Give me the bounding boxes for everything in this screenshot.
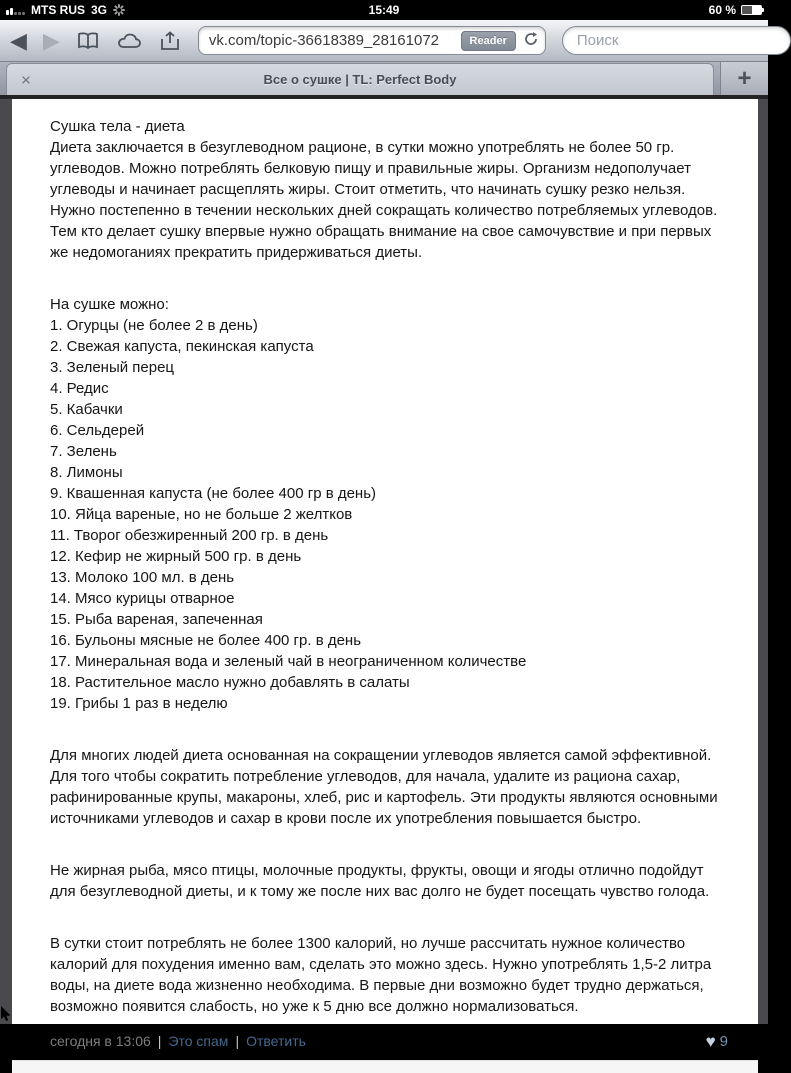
- post-footer: [50, 1031, 728, 1060]
- browser-toolbar: [0, 20, 768, 62]
- post-body: [12, 99, 758, 1060]
- search-input[interactable]: [562, 26, 791, 55]
- network-activity-spinner-icon: [113, 4, 125, 16]
- list-item: 8. Лимоны: [50, 464, 123, 481]
- list-item: 5. Кабачки: [50, 401, 123, 418]
- list-item: 9. Квашенная капуста (не более 400 гр в день): [50, 485, 377, 502]
- vk-topic-page: [12, 99, 758, 1051]
- list-header: На сушке можно:: [50, 296, 169, 313]
- url-text[interactable]: vk.com/topic-36618389_28161072: [208, 32, 440, 49]
- status-bar: [0, 0, 768, 20]
- list-item: 7. Зелень: [50, 443, 117, 460]
- bookmarks-icon[interactable]: [76, 32, 100, 50]
- network-type-label: 3G: [91, 3, 108, 17]
- address-bar[interactable]: [198, 26, 546, 55]
- battery-percent-label: 60 %: [708, 3, 736, 17]
- list-item: 6. Сельдерей: [50, 422, 145, 439]
- close-tab-icon[interactable]: ×: [21, 70, 31, 89]
- new-tab-button[interactable]: +: [720, 62, 768, 95]
- like-count: 9: [719, 1033, 728, 1050]
- refresh-icon[interactable]: [523, 31, 539, 51]
- reader-button[interactable]: Reader: [461, 31, 516, 51]
- status-clock: 15:49: [368, 3, 400, 17]
- post-timestamp: сегодня в 13:06: [50, 1033, 151, 1049]
- signal-strength-icon: [6, 6, 25, 15]
- post-paragraph: Для многих людей диета основанная на сокращении углеводов является самой эффективной. Для того чтобы сократить потребление углеводов, для начала, удалите из рациона сахар, рафинированные крупы, макароны, хлеб, рис и картофель. Эти продукты являются основными источниками углеводов и сахар в крови после их употребления повышается быстро.: [50, 747, 718, 827]
- like-counter[interactable]: [706, 1031, 728, 1052]
- heart-icon[interactable]: ♥: [705, 1032, 716, 1051]
- list-item: 17. Минеральная вода и зеленый чай в неограниченном количестве: [50, 653, 527, 670]
- list-item: 1. Огурцы (не более 2 в день): [50, 317, 258, 334]
- post-paragraph: Не жирная рыба, мясо птицы, молочные продукты, фрукты, овощи и ягоды отлично подойдут для безуглеводной диеты, и к тому же после них вас долго не будет посещать чувство голода.: [50, 862, 710, 900]
- tab-bar: [0, 62, 768, 95]
- list-item: 3. Зеленый перец: [50, 359, 175, 376]
- tab-current[interactable]: [6, 63, 714, 95]
- footer-separator: |: [235, 1033, 240, 1049]
- list-item: 18. Растительное масло нужно добавлять в салаты: [50, 674, 410, 691]
- share-icon[interactable]: [158, 31, 182, 51]
- page-bottom-strip: [12, 1060, 758, 1073]
- back-button[interactable]: ◀: [10, 27, 27, 53]
- list-item: 4. Редис: [50, 380, 109, 397]
- tab-title: Все о сушке | TL: Perfect Body: [263, 72, 457, 87]
- post-paragraph: Диета заключается в безуглеводном рационе, в сутки можно употреблять не более 50 гр. углеводов. Можно потреблять белковую пищу и правильные жиры. Организм недополучает углеводы и начинает расщеплять жиры. Стоит отметить, что начинать сушку резко нельзя. Нужно постепенно в течении нескольких дней сокращать количество потребляемых углеводов.: [50, 139, 718, 219]
- mouse-cursor: [0, 1006, 12, 1022]
- list-item: 10. Яйца вареные, но не больше 2 желтков: [50, 506, 353, 523]
- post-title: Сушка тела - диета: [50, 118, 185, 135]
- list-item: 11. Творог обезжиренный 200 гр. в день: [50, 527, 329, 544]
- post-paragraph: Тем кто делает сушку впервые нужно обращать внимание на свое самочувствие и при первых же недомоганиях прекратить придерживаться диеты.: [50, 223, 712, 261]
- post-paragraph: В сутки стоит потреблять не более 1300 калорий, но лучше рассчитать нужное количество калорий для похудения именно вам, сделать это можно здесь. Нужно употреблять 1,5-2 литра воды, на диете вода жизненно необходима. В первые дни возможно будет трудно держаться, возможно появится слабость, но уже к 5 дню все должно нормализоваться.: [50, 935, 712, 1015]
- list-item: 13. Молоко 100 мл. в день: [50, 569, 235, 586]
- forward-button[interactable]: ▶: [42, 27, 60, 53]
- report-spam-link[interactable]: Это спам: [168, 1033, 229, 1049]
- list-item: 19. Грибы 1 раз в неделю: [50, 695, 228, 712]
- list-item: 2. Свежая капуста, пекинская капуста: [50, 338, 314, 355]
- list-item: 16. Бульоны мясные не более 400 гр. в день: [50, 632, 362, 649]
- battery-icon: [741, 5, 762, 15]
- list-item: 12. Кефир не жирный 500 гр. в день: [50, 548, 302, 565]
- footer-separator: |: [157, 1033, 162, 1049]
- reply-link[interactable]: Ответить: [246, 1033, 306, 1049]
- page-frame: [0, 99, 768, 1051]
- list-item: 14. Мясо курицы отварное: [50, 590, 235, 607]
- carrier-label: MTS RUS: [31, 3, 85, 17]
- cloud-icon[interactable]: [116, 32, 142, 50]
- list-item: 15. Рыба вареная, запеченная: [50, 611, 263, 628]
